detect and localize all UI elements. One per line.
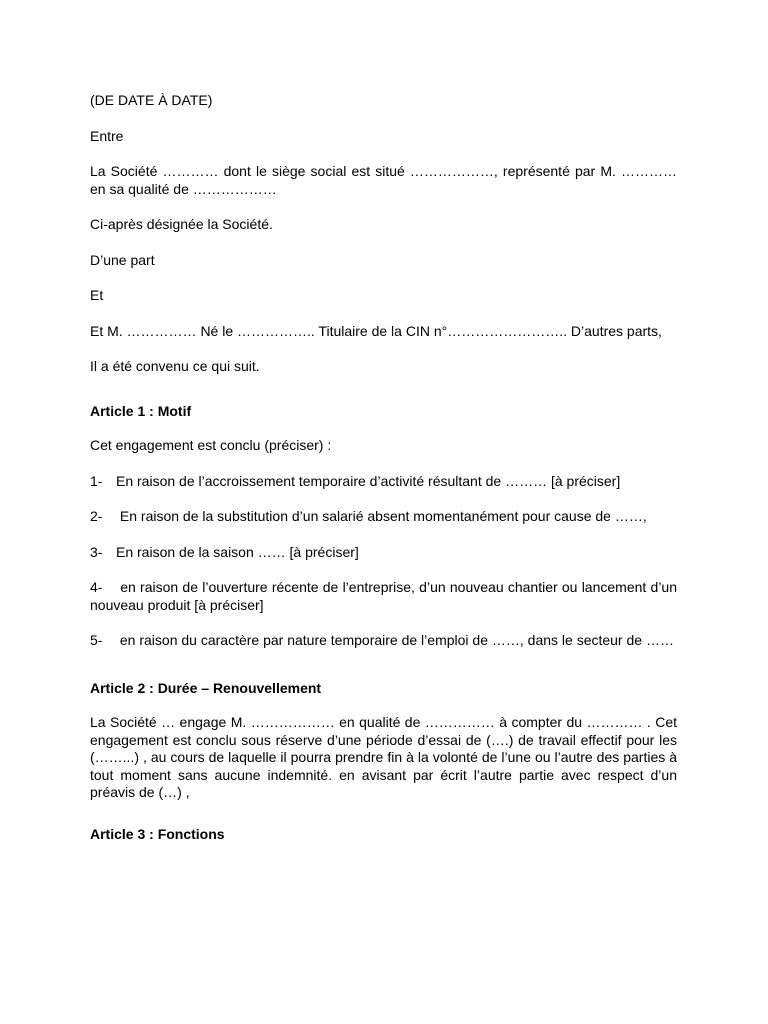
list-item [90, 579, 677, 614]
societe-paragraph: La Société ………… dont le siège social est situé ………………, représenté par M. ………… en sa qualité de ……………… [90, 163, 677, 197]
entre-line: Entre [90, 127, 124, 144]
list-item-text: En raison de l’accroissement temporaire d’activité résultant de ……… [à préciser] [116, 472, 621, 489]
list-item-text: en raison du caractère par nature temporaire de l’emploi de ……, dans le secteur de …… [116, 632, 674, 648]
list-item-text: En raison de la substitution d’un salarié absent momentanément pour cause de ……, [116, 508, 647, 524]
list-item-text: en raison de l’ouverture récente de l’entreprise, d’un nouveau chantier ou lancement d’un nouveau produit [à préciser] [90, 579, 677, 613]
article-2-heading: Article 2 : Durée – Renouvellement [90, 679, 322, 696]
list-item-number: 3- [90, 543, 103, 560]
list-item-number: 2- [90, 508, 103, 524]
une-part-line: D’une part [90, 251, 155, 268]
list-item [90, 632, 677, 650]
list-item-number: 1- [90, 472, 103, 489]
article-3-heading: Article 3 : Fonctions [90, 825, 225, 842]
convenu-line: Il a été convenu ce qui suit. [90, 358, 260, 374]
list-item-number: 5- [90, 632, 103, 648]
designee-line: Ci-après désignée la Société. [90, 216, 273, 232]
list-item-text: En raison de la saison …… [à préciser] [116, 543, 359, 560]
list-item [90, 473, 677, 491]
list-item [90, 544, 677, 562]
list-item-number: 4- [90, 579, 103, 595]
article-1-heading: Article 1 : Motif [90, 402, 192, 419]
et-line: Et [90, 287, 104, 303]
list-item [90, 508, 677, 526]
article-1-intro: Cet engagement est conclu (préciser) : [90, 437, 332, 453]
article-2-paragraph: La Société … engage M. ……………… en qualité de …………… à compter du ………… . Cet engagement est conclu sous réserve d’une période d’essai de (….) de travail effectif pour les (……...) , au cours de laquelle il pourra prendre fin à la volonté de l’une ou l’autre des parties à tout moment sans aucune indemnité. en avisant par écrit l’autre partie avec respect d’un préavis de (…) , [90, 714, 677, 800]
date-line: (DE DATE À DATE) [90, 92, 213, 108]
et-m-paragraph: Et M. …………… Né le …………….. Titulaire de la CIN n°…………………….. D’autres parts, [90, 322, 662, 339]
